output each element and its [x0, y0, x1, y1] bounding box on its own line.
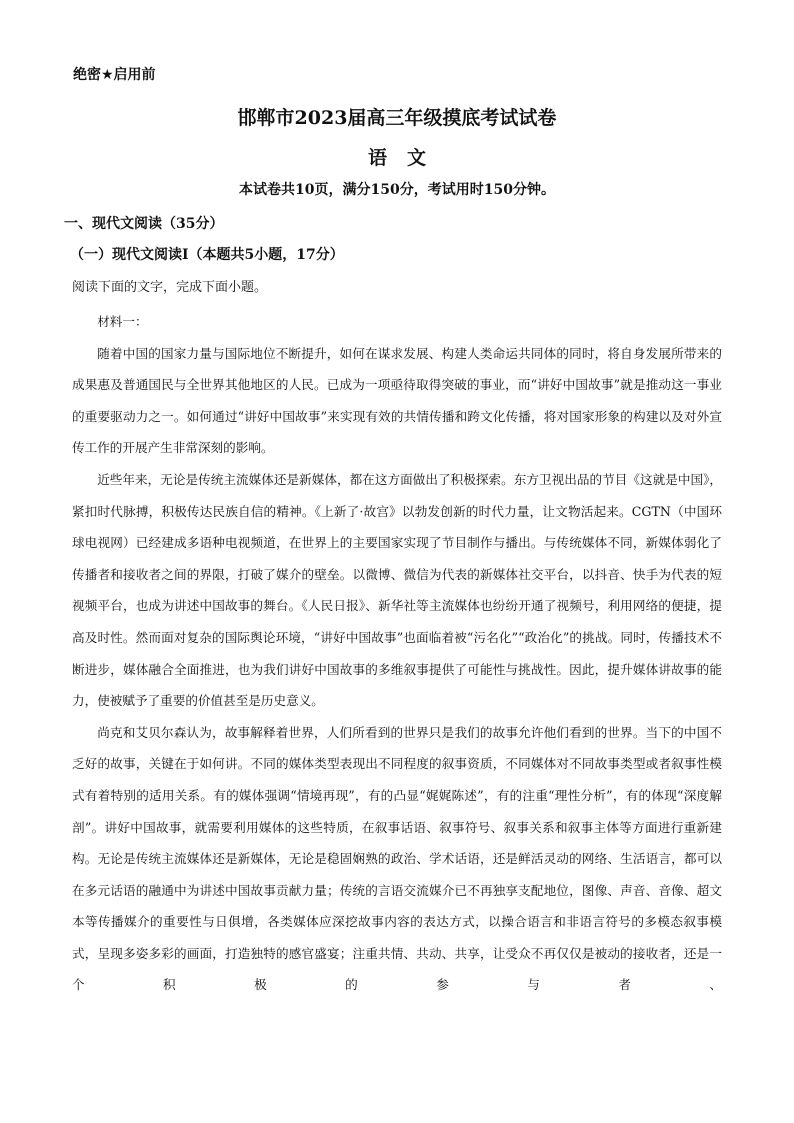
- section-title: 一、现代文阅读（35分）: [64, 216, 224, 232]
- exam-title: 邯郸市2023届高三年级摸底考试试卷: [237, 107, 557, 129]
- material-body: [72, 306, 722, 1001]
- section-subtitle: （一）现代文阅读Ⅰ（本题共5小题，17分）: [70, 247, 344, 263]
- exam-info: 本试卷共10页，满分150分，考试用时150分钟。: [239, 182, 555, 198]
- paragraph: 尚克和艾贝尔森认为，故事解释着世界，人们所看到的世界只是我们的故事允许他们看到的世界。当下的中国不乏好的故事，关键在于如何讲。不同的媒体类型表现出不同程度的叙事资质，不同媒体对不同故事类型或者叙事性模式有着特别的适用关系。有的媒体强调“情境再现”，有的凸显“娓娓陈述”，有的注重“理性分析”，有的体现“深度解剖”。讲好中国故事，就需要利用媒体的这些特质，在叙事话语、叙事符号、叙事关系和叙事主体等方面进行重新建构。无论是传统主流媒体还是新媒体，无论是稳固娴熟的政治、学术话语，还是鲜活灵动的网络、生活语言，都可以在多元话语的融通中为讲述中国故事贡献力量；传统的言语交流媒介已不再独享支配地位，图像、声音、音像、超文本等传播媒介的重要性与日俱增，各类媒体应深挖故事内容的表达方式，以操合语言和非语言符号的多模态叙事模式，呈现多姿多彩的画面，打造独特的感官盛宴；注重共情、共动、共享，让受众不再仅仅是被动的接收者，还是一个积极的参与者、: [72, 724, 722, 993]
- material-label: 材料一：: [97, 314, 148, 329]
- paragraph: 随着中国的国家力量与国际地位不断提升，如何在谋求发展、构建人类命运共同体的同时，将自身发展所带来的成果惠及普通国民与全世界其他地区的人民。已成为一项亟待取得突破的事业，而“讲好中国故事”就是推动这一事业的重要驱动力之一。如何通过“讲好中国故事”来实现有效的共情传播和跨文化传播，将对国家形象的构建以及对外宣传工作的开展产生非常深刻的影响。: [72, 345, 722, 456]
- instruction-text: 阅读下面的文字，完成下面小题。: [72, 280, 268, 295]
- paragraph: 近些年来，无论是传统主流媒体还是新媒体，都在这方面做出了积极探索。东方卫视出品的节目《这就是中国》，紧扣时代脉搏，积极传达民族自信的精神。《上新了·故宫》以勃发创新的时代力量，让文物活起来。CGTN（中国环球电视网）已经建成多语种电视频道，在世界上的主要国家实现了节目制作与播出。与传统媒体不同，新媒体弱化了传播者和接收者之间的界限，打破了媒介的壁垒。以微博、微信为代表的新媒体社交平台，以抖音、快手为代表的短视频平台，也成为讲述中国故事的舞台。《人民日报》、新华社等主流媒体也纷纷开通了视频号，利用网络的便捷，提高及时性。然而面对复杂的国际舆论环境，“讲好中国故事”也面临着被“污名化”“政治化”的挑战。同时，传播技术不断进步，媒体融合全面推进，也为我们讲好中国故事的多维叙事提供了可能性与挑战性。因此，提升媒体讲故事的能力，使被赋予了重要的价值甚至是历史意义。: [72, 471, 722, 709]
- confidential-label: 绝密★启用前: [73, 67, 156, 83]
- subject-title: 语文: [367, 147, 446, 169]
